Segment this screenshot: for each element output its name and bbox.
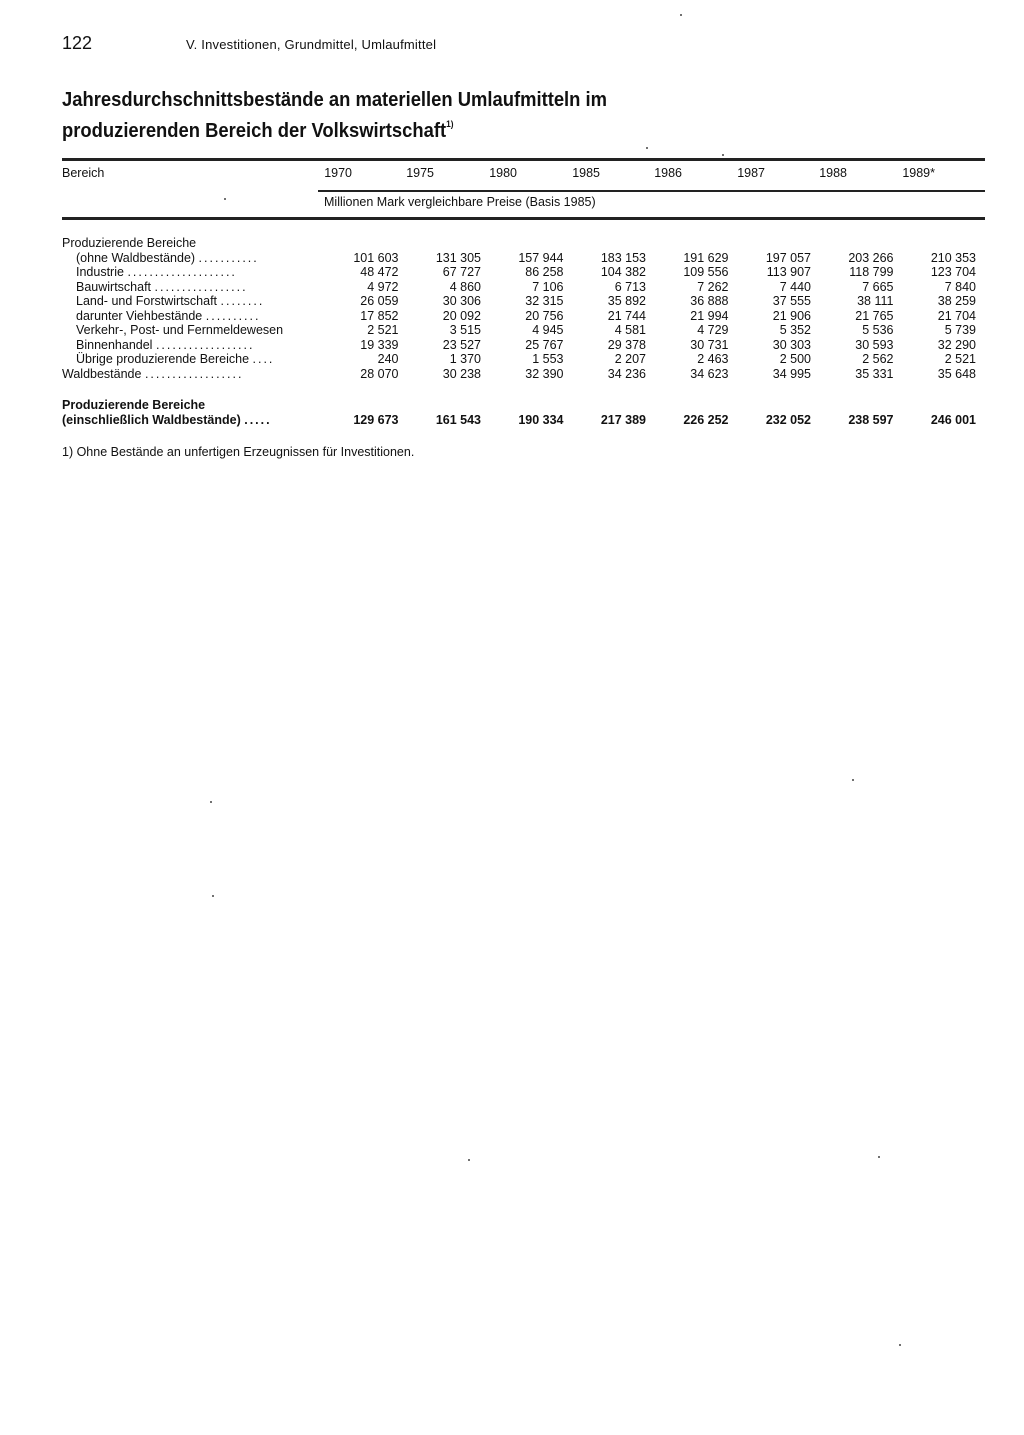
- unit-rule: [318, 190, 985, 192]
- cell-value: 2 500: [779, 352, 811, 366]
- cell-value: 21 744: [607, 308, 646, 323]
- row-label: Übrige produzierende Bereiche ....: [76, 352, 275, 366]
- row-label: Binnenhandel ..................: [76, 337, 255, 352]
- cell-value: 21 994: [690, 308, 729, 323]
- cell-value: 21 765: [855, 308, 894, 323]
- table-row: [62, 367, 976, 382]
- spacer-row: [62, 381, 976, 398]
- cell-value: 48 472: [360, 265, 399, 279]
- cell-value: 35 892: [607, 294, 646, 308]
- cell-value: 26 059: [360, 294, 399, 308]
- cell-value: 131 305: [435, 250, 481, 265]
- cell-value: 25 767: [525, 337, 564, 352]
- total-value: 232 052: [765, 412, 811, 427]
- cell-value: 30 306: [442, 294, 481, 308]
- year-header-1987: 1987: [737, 166, 765, 180]
- table-header-label: Bereich: [62, 166, 105, 180]
- year-header-1989: 1989*: [902, 166, 935, 180]
- cell-value: 34 623: [690, 366, 729, 381]
- cell-value: 35 648: [937, 366, 976, 381]
- table-row: [62, 280, 976, 295]
- cell-value: 19 339: [360, 337, 399, 352]
- cell-value: 21 704: [937, 308, 976, 323]
- page-title: [62, 88, 607, 143]
- cell-value: 7 262: [697, 279, 729, 294]
- cell-value: 20 756: [525, 308, 564, 323]
- table-row: [62, 265, 976, 280]
- cell-value: 1 553: [532, 352, 564, 366]
- row-label: Industrie ....................: [76, 265, 237, 279]
- cell-value: 5 352: [779, 323, 811, 337]
- total-heading: Produzierende Bereiche: [62, 398, 206, 412]
- year-header-1980: 1980: [489, 166, 517, 180]
- cell-value: 2 521: [367, 323, 399, 337]
- cell-value: 210 353: [930, 250, 976, 265]
- title-footnote-ref: 1): [446, 119, 454, 129]
- cell-value: 4 860: [449, 279, 481, 294]
- cell-value: 4 972: [367, 279, 399, 294]
- cell-value: 157 944: [518, 250, 564, 265]
- cell-value: 7 440: [779, 279, 811, 294]
- title-line-1: Jahresdurchschnittsbestände an materiellen Umlaufmitteln im: [62, 89, 607, 111]
- footnote: 1) Ohne Bestände an unfertigen Erzeugnissen für Investitionen.: [62, 445, 415, 459]
- cell-value: 86 258: [525, 265, 564, 279]
- cell-value: 240: [377, 352, 399, 366]
- cell-value: 37 555: [772, 294, 811, 308]
- cell-value: 17 852: [360, 308, 399, 323]
- total-value: 129 673: [353, 412, 399, 427]
- total-value: 238 597: [848, 412, 894, 427]
- scan-speck: [210, 801, 212, 803]
- cell-value: 36 888: [690, 294, 729, 308]
- year-header-1985: 1985: [572, 166, 600, 180]
- scan-speck: [899, 1344, 901, 1346]
- cell-value: 191 629: [683, 250, 729, 265]
- cell-value: 67 727: [442, 265, 481, 279]
- scan-speck: [722, 154, 724, 156]
- scan-speck: [468, 1159, 470, 1161]
- group-heading-row: [62, 236, 976, 251]
- cell-value: 7 106: [532, 279, 564, 294]
- year-header-1988: 1988: [819, 166, 847, 180]
- cell-value: 30 238: [442, 366, 481, 381]
- cell-value: 32 290: [937, 337, 976, 352]
- cell-value: 7 665: [862, 279, 894, 294]
- row-label: (ohne Waldbestände) ...........: [76, 250, 259, 265]
- page-number: 122: [62, 33, 93, 53]
- cell-value: 29 378: [607, 337, 646, 352]
- year-header-1970: 1970: [324, 166, 352, 180]
- cell-value: 5 739: [944, 323, 976, 337]
- year-header-1986: 1986: [654, 166, 682, 180]
- total-heading-row: [62, 398, 976, 413]
- cell-value: 197 057: [765, 250, 811, 265]
- scan-speck: [680, 14, 682, 16]
- cell-value: 101 603: [353, 250, 399, 265]
- cell-value: 104 382: [600, 265, 646, 279]
- group-heading: Produzierende Bereiche: [62, 236, 197, 250]
- cell-value: 2 521: [944, 352, 976, 366]
- cell-value: 6 713: [614, 279, 646, 294]
- cell-value: 30 593: [855, 337, 894, 352]
- total-value: 190 334: [518, 412, 564, 427]
- cell-value: 38 259: [937, 294, 976, 308]
- table-row: [62, 338, 976, 353]
- cell-value: 3 515: [449, 323, 481, 337]
- table-row: [62, 309, 976, 324]
- total-value: 226 252: [683, 412, 729, 427]
- cell-value: 7 840: [944, 279, 976, 294]
- cell-value: 32 315: [525, 294, 564, 308]
- cell-value: 23 527: [442, 337, 481, 352]
- running-head: V. Investitionen, Grundmittel, Umlaufmittel: [186, 37, 437, 52]
- cell-value: 4 945: [532, 323, 564, 337]
- cell-value: 113 907: [766, 265, 811, 279]
- row-label: (einschließlich Waldbestände) .....: [62, 412, 272, 427]
- cell-value: 118 799: [849, 265, 894, 279]
- scan-speck: [646, 147, 648, 149]
- row-label: Bauwirtschaft .................: [76, 279, 248, 294]
- unit-label: Millionen Mark vergleichbare Preise (Basis 1985): [324, 195, 596, 209]
- cell-value: 21 906: [772, 308, 811, 323]
- cell-value: 30 731: [690, 337, 729, 352]
- scan-speck: [878, 1156, 880, 1158]
- total-row: [62, 413, 976, 428]
- cell-value: 30 303: [772, 337, 811, 352]
- cell-value: 2 207: [614, 352, 646, 366]
- row-label: darunter Viehbestände ..........: [76, 308, 261, 323]
- data-table: [62, 236, 976, 427]
- table-header-bottom-rule: [62, 217, 985, 220]
- scan-speck: [224, 198, 226, 200]
- cell-value: 34 995: [772, 366, 811, 381]
- cell-value: 28 070: [360, 366, 399, 381]
- cell-value: 32 390: [525, 366, 564, 381]
- year-header-1975: 1975: [406, 166, 434, 180]
- table-row: [62, 294, 976, 309]
- cell-value: 38 111: [857, 294, 894, 308]
- cell-value: 4 581: [614, 323, 646, 337]
- cell-value: 5 536: [862, 323, 894, 337]
- scan-speck: [212, 895, 214, 897]
- cell-value: 35 331: [855, 366, 894, 381]
- cell-value: 20 092: [442, 308, 481, 323]
- cell-value: 203 266: [848, 250, 894, 265]
- cell-value: 34 236: [607, 366, 646, 381]
- table-row: [62, 251, 976, 266]
- row-label: Land- und Forstwirtschaft ........: [76, 294, 265, 308]
- total-value: 217 389: [600, 412, 646, 427]
- cell-value: 109 556: [683, 265, 729, 279]
- cell-value: 1 370: [449, 352, 481, 366]
- title-line-2: produzierenden Bereich der Volkswirtschaft: [62, 120, 447, 142]
- cell-value: 123 704: [930, 265, 976, 279]
- table-top-rule: [62, 158, 985, 161]
- total-value: 161 543: [435, 412, 481, 427]
- row-label: Verkehr-, Post- und Fernmeldewesen: [76, 323, 284, 337]
- cell-value: 183 153: [600, 250, 646, 265]
- table-row: [62, 352, 976, 367]
- cell-value: 2 562: [862, 352, 894, 366]
- cell-value: 4 729: [697, 323, 729, 337]
- cell-value: 2 463: [697, 352, 729, 366]
- row-label: Waldbestände ..................: [62, 366, 244, 381]
- total-value: 246 001: [930, 412, 976, 427]
- scan-speck: [852, 779, 854, 781]
- table-row: [62, 323, 976, 338]
